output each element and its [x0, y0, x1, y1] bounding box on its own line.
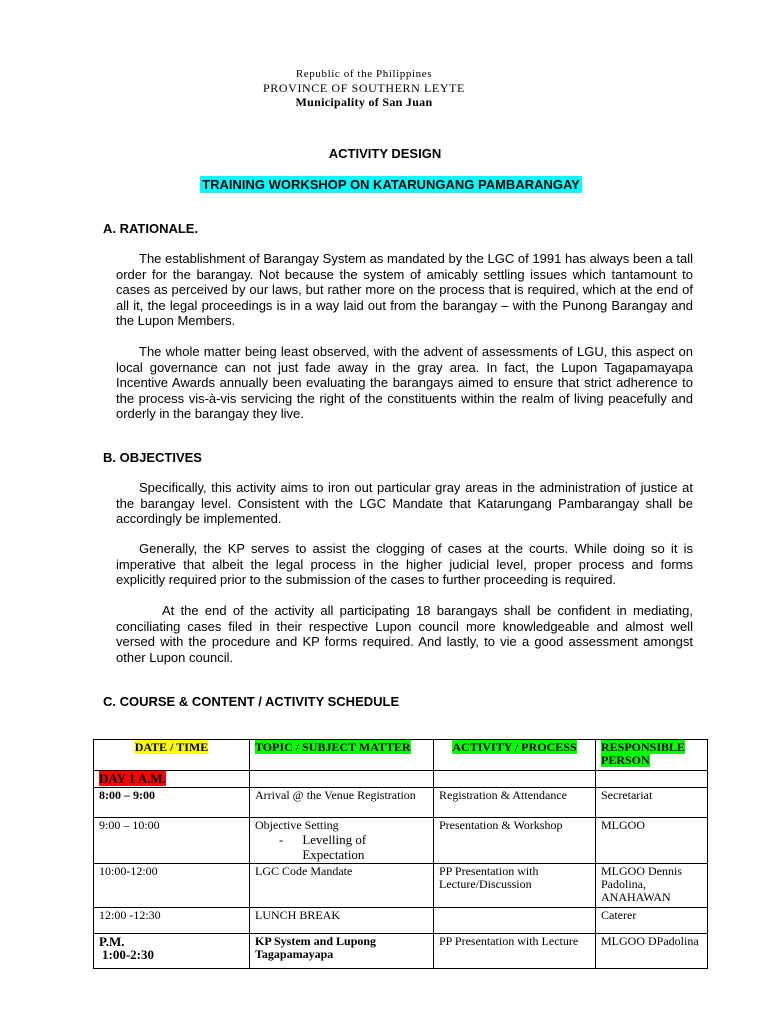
rationale-paragraph-2: The whole matter being least observed, with the advent of assessments of LGU, this aspect on local governance can not just fade away in the gray area. In fact, the Lupon Tagapamayapa Incentive Awards annually been evaluating the barangays aimed to ensure that strict adherence to the process vis-à-vis servicing the right of the constituents within the realm of living peacefully and orderly in the barangay they live. — [116, 344, 693, 421]
row-person: MLGOO DPadolina — [596, 934, 708, 969]
header-topic: TOPIC / SUBJECT MATTER — [255, 740, 411, 754]
row-topic: KP System and Lupong Tagapamayapa — [250, 934, 434, 969]
header-cell-responsible — [596, 740, 708, 771]
table-header-row — [94, 740, 708, 771]
row-time: 10:00-12:00 — [94, 864, 250, 908]
table-row — [94, 864, 708, 908]
row-person: MLGOO Dennis Padolina, ANAHAWAN — [596, 864, 708, 908]
header-responsible: RESPONSIBLE PERSON — [601, 740, 686, 767]
pm-label: P.M. — [99, 934, 125, 949]
pm-time: 1:00-2:30 — [102, 947, 154, 962]
row-activity — [434, 908, 596, 934]
row-topic: Objective Setting — [255, 818, 339, 832]
document-title: ACTIVITY DESIGN — [328, 146, 442, 161]
table-row — [94, 818, 708, 864]
objectives-paragraph-3: At the end of the activity all participating 18 barangays shall be confident in mediating, conciliating cases filed in their respective Lupon council more knowledgeable and almost well versed with the procedure and KP forms required. And lastly, to vie a good assessment amongst other Lupon council. — [116, 603, 693, 665]
header-province: PROVINCE OF SOUTHERN LEYTE — [263, 81, 465, 95]
header-republic: Republic of the Philippines — [295, 68, 433, 80]
row-activity: PP Presentation with Lecture — [434, 934, 596, 969]
document-subtitle: TRAINING WORKSHOP ON KATARUNGANG PAMBARANGAY — [202, 177, 580, 192]
header-cell-activity — [434, 740, 596, 771]
row-person: Secretariat — [596, 788, 708, 818]
header-activity: ACTIVITY / PROCESS — [452, 740, 577, 754]
row-time: 9:00 – 10:00 — [94, 818, 250, 864]
row-time: 12:00 -12:30 — [94, 908, 250, 934]
schedule-heading: C. COURSE & CONTENT / ACTIVITY SCHEDULE — [103, 694, 400, 709]
row-time: 8:00 – 9:00 — [94, 788, 250, 818]
header-municipality: Municipality of San Juan — [295, 95, 433, 109]
table-row-pm — [94, 934, 708, 969]
day-label: DAY 1 A.M. — [99, 771, 166, 786]
header-cell-date — [94, 740, 250, 771]
objectives-paragraph-1: Specifically, this activity aims to iron out particular gray areas in the administration of justice at the barangay level. Consistent with the LGC Mandate that Katarungang Pambarangay shall be accordingly be implemented. — [116, 480, 693, 526]
document-subtitle-wrap — [0, 176, 768, 194]
row-activity: Registration & Attendance — [434, 788, 596, 818]
objectives-heading: B. OBJECTIVES — [103, 450, 202, 465]
table-row — [94, 788, 708, 818]
header-cell-topic — [250, 740, 434, 771]
row-person: Caterer — [596, 908, 708, 934]
objectives-paragraph-2: Generally, the KP serves to assist the clogging of cases at the courts. While doing so it is imperative that albeit the legal process in the higher judicial level, proper process and forms explicitly required prior to the submission of the cases to further proceeding is required. — [116, 541, 693, 587]
table-row — [94, 908, 708, 934]
row-topic: LUNCH BREAK — [250, 908, 434, 934]
dash-bullet-icon: - — [279, 832, 284, 847]
schedule-table — [93, 739, 708, 969]
row-activity: Presentation & Workshop — [434, 818, 596, 864]
rationale-heading: A. RATIONALE. — [103, 221, 199, 236]
table-row-day — [94, 771, 708, 788]
pm-time-cell — [94, 934, 250, 969]
rationale-paragraph-1: The establishment of Barangay System as mandated by the LGC of 1991 has always been a tall order for the barangay. Not because the system of amicably settling issues which tantamount to cases as perceived by our laws, but rather more on the process that is required, which at the end of all it, the legal proceedings is in a way laid out from the barangay – with the Punong Barangay and the Lupon Members. — [116, 251, 693, 328]
row-person: MLGOO — [596, 818, 708, 864]
row-activity: PP Presentation with Lecture/Discussion — [434, 864, 596, 908]
topic-list-item-text: Levelling of Expectation — [302, 832, 367, 862]
row-topic: Arrival @ the Venue Registration — [250, 788, 434, 818]
day-label-cell — [94, 771, 250, 788]
row-topic-cell — [250, 818, 434, 864]
row-topic: LGC Code Mandate — [250, 864, 434, 908]
topic-list-item — [279, 832, 428, 862]
header-date-time: DATE / TIME — [134, 740, 209, 754]
